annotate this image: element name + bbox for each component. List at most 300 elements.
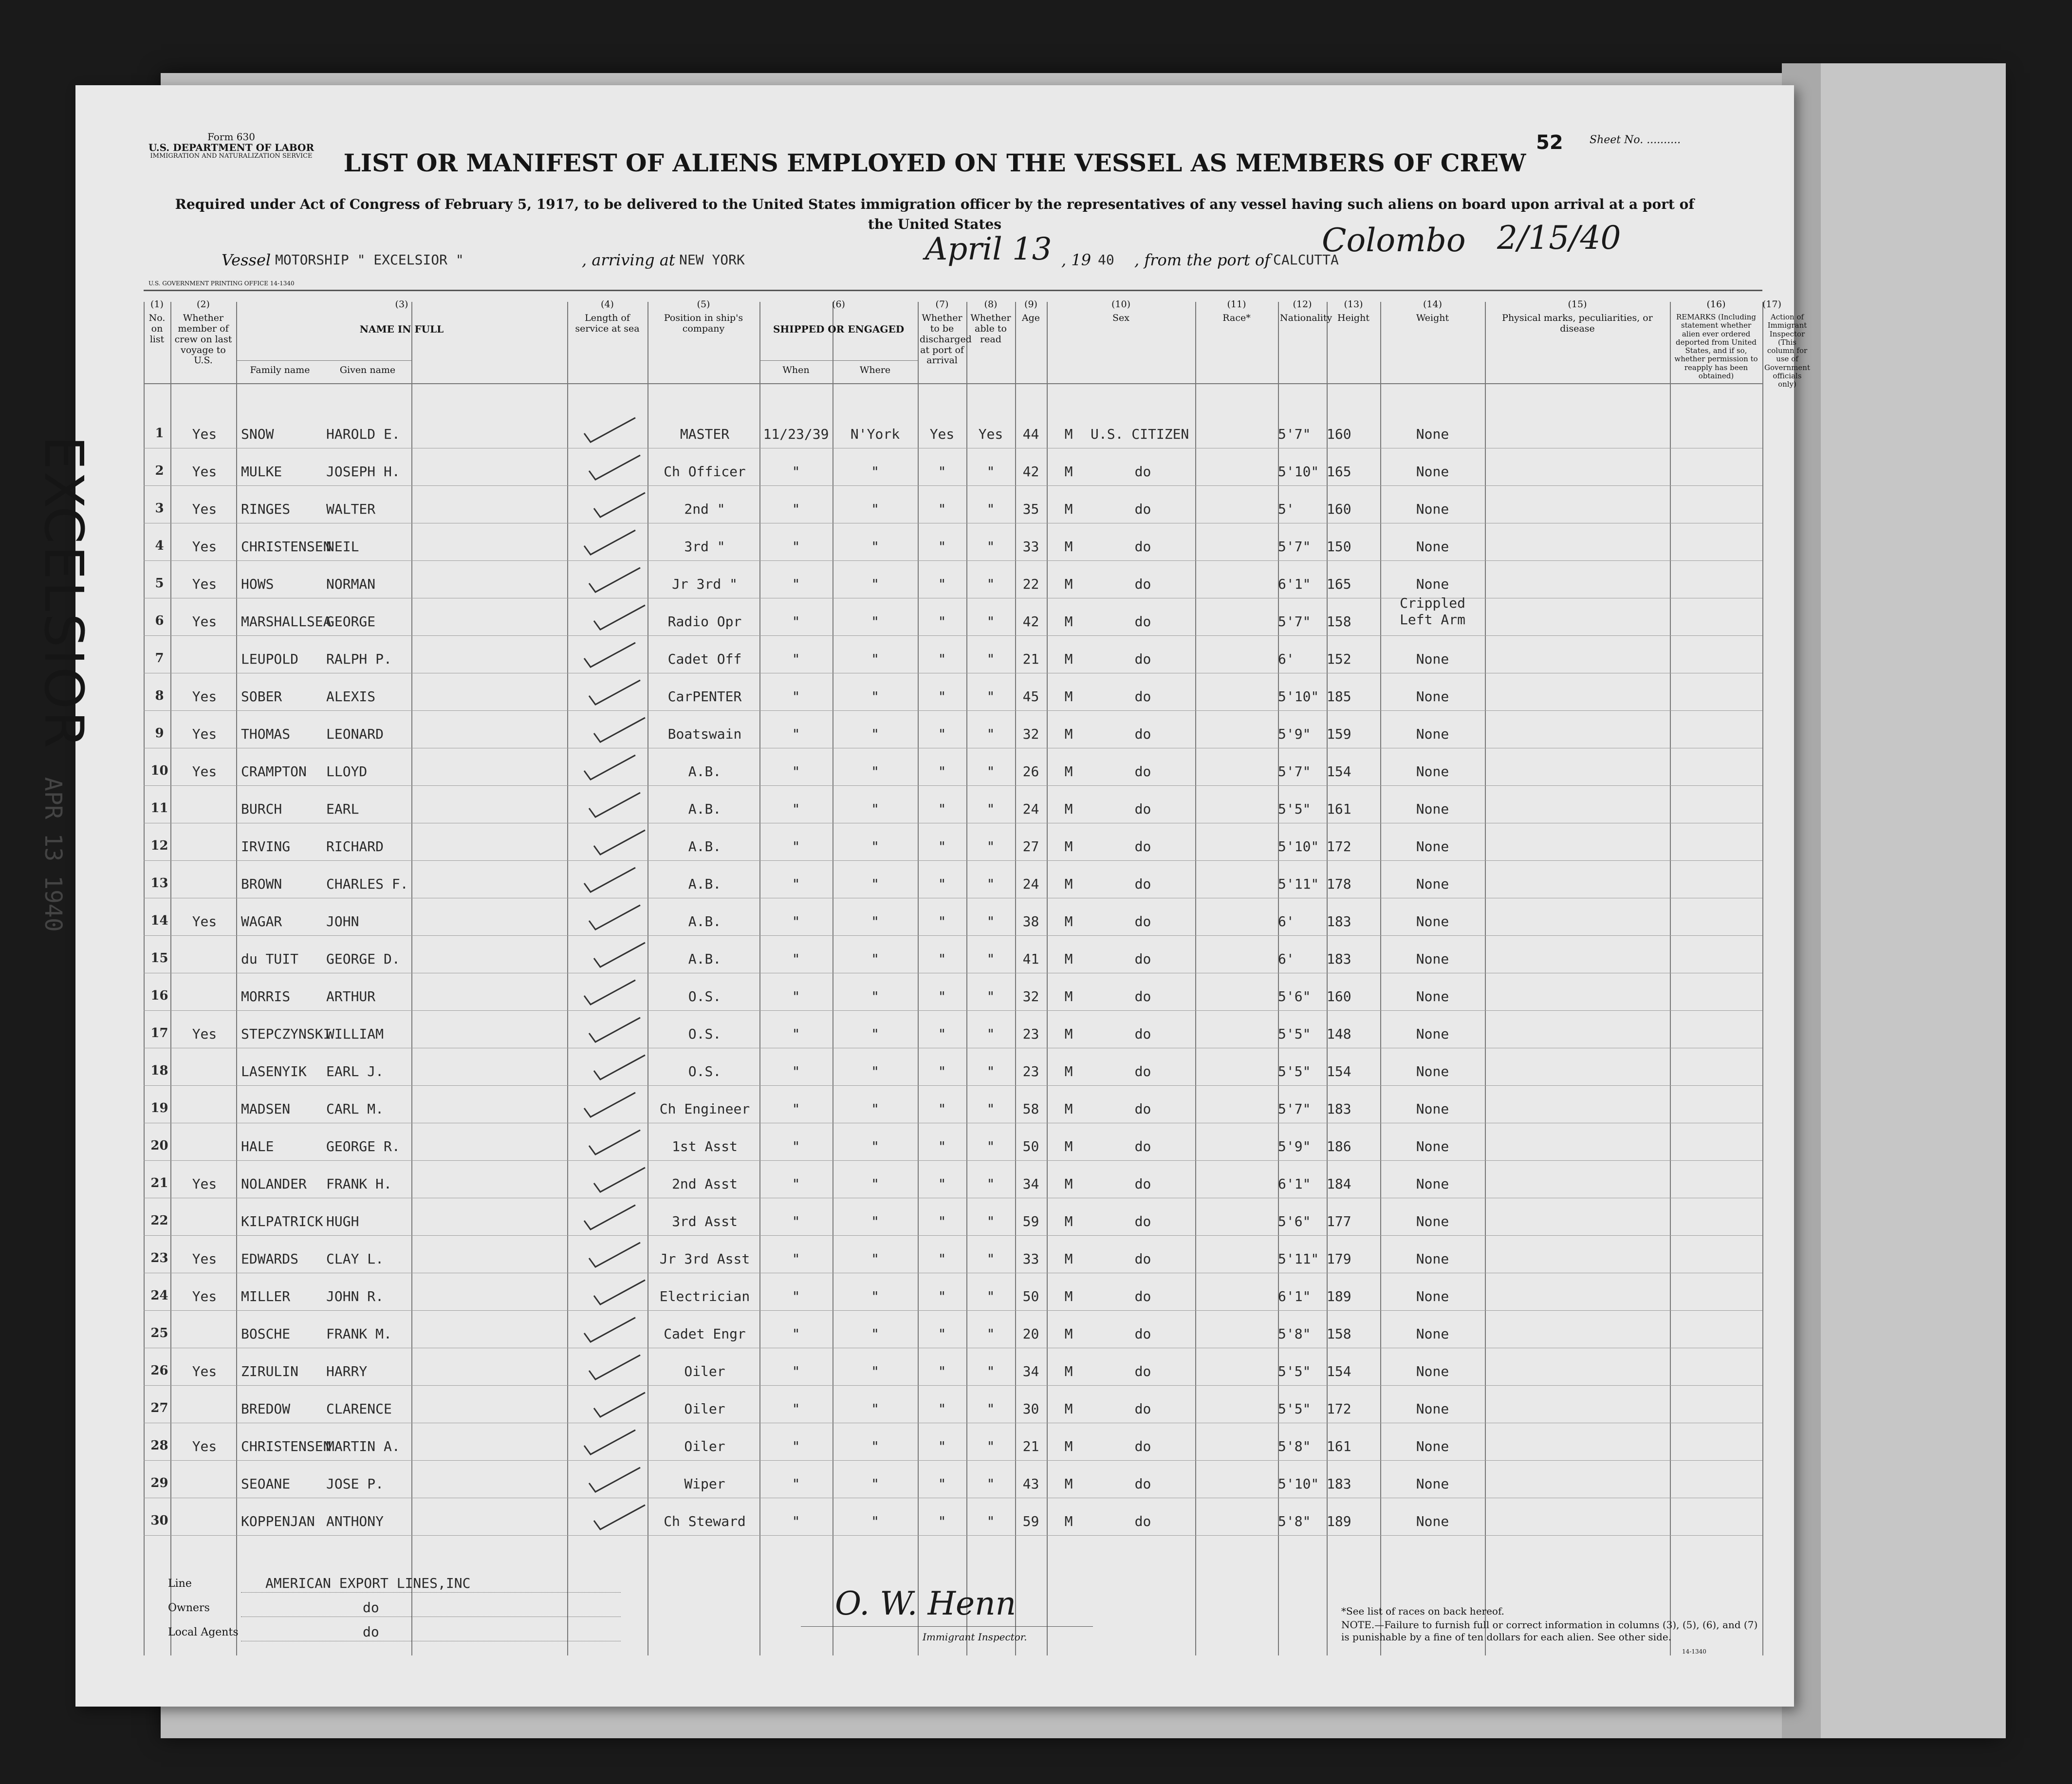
cell-race: do <box>1134 1401 1151 1417</box>
subcolumn-header-when: When <box>782 365 810 375</box>
cell-where: " <box>871 539 879 555</box>
cell-dis: " <box>938 876 946 892</box>
cell-age: 26 <box>1022 763 1039 780</box>
cell-given: WALTER <box>326 501 376 517</box>
owners-value: do <box>363 1599 379 1616</box>
subheader-rule <box>236 360 411 361</box>
cell-given: JOSEPH H. <box>326 464 400 480</box>
cell-wt: 160 <box>1327 501 1351 517</box>
cell-prev: Yes <box>192 576 217 592</box>
cell-sex: M <box>1064 576 1073 592</box>
check-mark-icon <box>592 826 650 860</box>
cell-where: " <box>871 1288 879 1304</box>
check-mark-icon <box>587 901 645 935</box>
cell-read: " <box>986 1176 995 1192</box>
cell-wt: 158 <box>1327 1326 1351 1342</box>
column-rule <box>1195 302 1196 1655</box>
cell-family: du TUIT <box>241 951 299 967</box>
column-number: (7) <box>935 299 949 310</box>
cell-wt: 150 <box>1327 539 1351 555</box>
cell-race: do <box>1134 876 1151 892</box>
cell-wt: 186 <box>1327 1138 1351 1154</box>
cell-sex: M <box>1064 876 1073 892</box>
row-rule <box>144 485 1762 486</box>
cell-ht: 6'1" <box>1278 576 1311 592</box>
cell-ht: 5'6" <box>1278 1213 1311 1229</box>
cell-ht: 6' <box>1278 913 1295 929</box>
cell-race: do <box>1134 1026 1151 1042</box>
check-mark-icon <box>582 526 640 560</box>
cell-given: FRANK M. <box>326 1326 392 1342</box>
cell-sex: M <box>1064 539 1073 555</box>
cell-age: 44 <box>1022 426 1039 442</box>
cell-no: 23 <box>150 1251 168 1265</box>
signature-rule <box>801 1626 1093 1627</box>
cell-dis: " <box>938 539 946 555</box>
column-header: Whether member of crew on last voyage to U.S. <box>174 313 232 366</box>
cell-no: 20 <box>150 1138 168 1153</box>
cell-dis: " <box>938 1213 946 1229</box>
year-label: , 19 <box>1061 251 1092 269</box>
cell-dis: " <box>938 1476 946 1492</box>
cell-pos: Ch Engineer <box>659 1101 750 1117</box>
cell-age: 22 <box>1022 576 1039 592</box>
column-number: (16) <box>1706 299 1726 310</box>
cell-sex: M <box>1064 951 1073 967</box>
cell-age: 32 <box>1022 988 1039 1004</box>
cell-race: do <box>1134 464 1151 480</box>
cell-no: 10 <box>150 763 168 778</box>
manifest-page <box>33 85 1810 1707</box>
cell-given: NEIL <box>326 539 359 555</box>
cell-no: 8 <box>155 688 164 703</box>
cell-where: " <box>871 1326 879 1342</box>
column-header: Race* <box>1222 313 1251 323</box>
cell-where: N'York <box>850 426 900 442</box>
cell-no: 11 <box>150 801 168 816</box>
column-number: (9) <box>1024 299 1037 310</box>
check-mark-icon <box>582 1426 640 1460</box>
cell-given: ARTHUR <box>326 988 376 1004</box>
cell-ht: 5'5" <box>1278 801 1311 817</box>
cell-where: " <box>871 651 879 667</box>
cell-where: " <box>871 1213 879 1229</box>
cell-where: " <box>871 464 879 480</box>
cell-age: 34 <box>1022 1176 1039 1192</box>
cell-given: HAROLD E. <box>326 426 400 442</box>
cell-family: LEUPOLD <box>241 651 299 667</box>
cell-pos: A.B. <box>688 838 722 855</box>
cell-race: do <box>1134 1063 1151 1079</box>
cell-marks: None <box>1416 688 1449 705</box>
column-number: (4) <box>601 299 614 310</box>
cell-when: " <box>792 1363 800 1379</box>
cell-where: " <box>871 763 879 780</box>
cell-race: do <box>1134 913 1151 929</box>
cell-wt: 172 <box>1327 838 1351 855</box>
check-mark-icon <box>587 564 645 598</box>
cell-ht: 5'6" <box>1278 988 1311 1004</box>
cell-race: do <box>1134 1288 1151 1304</box>
cell-race: do <box>1134 1326 1151 1342</box>
column-header: Length of service at sea <box>575 313 640 334</box>
cell-when: " <box>792 988 800 1004</box>
cell-pos: Ch Officer <box>664 464 746 480</box>
cell-wt: 160 <box>1327 426 1351 442</box>
column-number: (2) <box>197 299 210 310</box>
check-mark-icon <box>592 489 650 523</box>
cell-race: do <box>1134 576 1151 592</box>
subcolumn-header-where: Where <box>859 365 891 375</box>
row-rule <box>144 710 1762 711</box>
check-mark-icon <box>592 1276 650 1310</box>
column-number: (12) <box>1293 299 1312 310</box>
cell-read: " <box>986 1063 995 1079</box>
table-top-rule <box>144 290 1762 291</box>
cell-where: " <box>871 688 879 705</box>
check-mark-icon <box>587 1351 645 1385</box>
cell-read: " <box>986 1251 995 1267</box>
cell-when: " <box>792 1176 800 1192</box>
subcolumn-header-family: Family name <box>250 365 310 375</box>
table-header-rule <box>144 383 1762 384</box>
column-number: (17) <box>1762 299 1782 310</box>
check-mark-icon <box>587 1239 645 1273</box>
cell-read: " <box>986 913 995 929</box>
column-rule <box>1762 302 1763 1655</box>
cell-pos: Ch Steward <box>664 1513 746 1529</box>
cell-marks: None <box>1416 763 1449 780</box>
cell-given: EARL <box>326 801 359 817</box>
cell-marks: None <box>1416 426 1449 442</box>
column-rule <box>1485 302 1486 1655</box>
cell-marks: None <box>1416 1138 1449 1154</box>
cell-race: do <box>1134 951 1151 967</box>
column-number: (13) <box>1344 299 1363 310</box>
column-rule <box>144 302 145 1655</box>
arriving-label: , arriving at <box>582 251 675 269</box>
column-rule <box>411 302 412 1655</box>
cell-read: " <box>986 1288 995 1304</box>
inspector-signature: O. W. Henn <box>835 1585 1017 1622</box>
cell-family: STEPCZYNSKI <box>241 1026 332 1042</box>
cell-dis: " <box>938 1401 946 1417</box>
cell-when: " <box>792 576 800 592</box>
cell-ht: 5'7" <box>1278 539 1311 555</box>
cell-wt: 189 <box>1327 1288 1351 1304</box>
cell-read: " <box>986 1326 995 1342</box>
cell-when: " <box>792 838 800 855</box>
cell-age: 45 <box>1022 688 1039 705</box>
cell-wt: 184 <box>1327 1176 1351 1192</box>
cell-read: " <box>986 464 995 480</box>
cell-read: " <box>986 539 995 555</box>
cell-no: 24 <box>150 1288 168 1303</box>
check-mark-icon <box>587 676 645 710</box>
cell-dis: " <box>938 1363 946 1379</box>
cell-wt: 183 <box>1327 1101 1351 1117</box>
cell-age: 43 <box>1022 1476 1039 1492</box>
check-mark-icon <box>587 1126 645 1160</box>
cell-given: FRANK H. <box>326 1176 392 1192</box>
cell-marks: None <box>1416 539 1449 555</box>
cell-read: " <box>986 726 995 742</box>
cell-age: 50 <box>1022 1138 1039 1154</box>
cell-family: CRAMPTON <box>241 763 307 780</box>
cell-given: CARL M. <box>326 1101 384 1117</box>
cell-no: 12 <box>150 838 168 853</box>
cell-marks: None <box>1416 801 1449 817</box>
cell-marks: None <box>1416 1476 1449 1492</box>
cell-race: do <box>1134 539 1151 555</box>
cell-race: do <box>1134 838 1151 855</box>
cell-age: 38 <box>1022 913 1039 929</box>
check-mark-icon <box>582 639 640 673</box>
cell-age: 27 <box>1022 838 1039 855</box>
cell-sex: M <box>1064 1138 1073 1154</box>
column-number: (11) <box>1227 299 1246 310</box>
column-number: (6) <box>832 299 845 310</box>
cell-when: 11/23/39 <box>763 426 829 442</box>
cell-family: CHRISTENSEN <box>241 1438 332 1454</box>
cell-read: " <box>986 801 995 817</box>
cell-ht: 5'8" <box>1278 1438 1311 1454</box>
check-mark-icon <box>582 1089 640 1123</box>
check-mark-icon <box>582 976 640 1010</box>
row-rule <box>144 635 1762 636</box>
cell-marks: None <box>1416 501 1449 517</box>
cell-pos: O.S. <box>688 1063 722 1079</box>
column-header: SHIPPED OR ENGAGED <box>773 323 905 335</box>
check-mark-icon <box>587 789 645 823</box>
cell-family: KILPATRICK <box>241 1213 323 1229</box>
cell-where: " <box>871 726 879 742</box>
column-header: Whether able to read <box>970 313 1011 345</box>
cell-dis: " <box>938 464 946 480</box>
column-number: (3) <box>395 299 408 310</box>
line-value: AMERICAN EXPORT LINES,INC <box>265 1575 471 1591</box>
cell-pos: Oiler <box>684 1401 725 1417</box>
cell-where: " <box>871 913 879 929</box>
cell-prev: Yes <box>192 501 217 517</box>
cell-pos: CarPENTER <box>667 688 742 705</box>
cell-wt: 172 <box>1327 1401 1351 1417</box>
cell-sex: M <box>1064 726 1073 742</box>
cell-where: " <box>871 1401 879 1417</box>
cell-ht: 5'5" <box>1278 1063 1311 1079</box>
column-header: Weight <box>1416 313 1449 323</box>
cell-family: KOPPENJAN <box>241 1513 315 1529</box>
cell-pos: 1st Asst <box>672 1138 738 1154</box>
cell-wt: 185 <box>1327 688 1351 705</box>
cell-ht: 5'11" <box>1278 1251 1319 1267</box>
row-rule <box>144 1085 1762 1086</box>
cell-ht: 5'8" <box>1278 1326 1311 1342</box>
vessel-label: Vessel <box>222 251 271 269</box>
cell-read: " <box>986 651 995 667</box>
cell-dis: " <box>938 726 946 742</box>
cell-where: " <box>871 876 879 892</box>
cell-sex: M <box>1064 1513 1073 1529</box>
cell-marks: None <box>1416 1288 1449 1304</box>
cell-marks: None <box>1416 838 1449 855</box>
cell-wt: 179 <box>1327 1251 1351 1267</box>
cell-age: 24 <box>1022 801 1039 817</box>
row-rule <box>144 860 1762 861</box>
cell-wt: 161 <box>1327 801 1351 817</box>
cell-sex: M <box>1064 1326 1073 1342</box>
cell-family: SOBER <box>241 688 282 705</box>
cell-wt: 159 <box>1327 726 1351 742</box>
cell-where: " <box>871 1176 879 1192</box>
column-number: (14) <box>1423 299 1442 310</box>
cell-sex: M <box>1064 613 1073 630</box>
cell-race: do <box>1134 1513 1151 1529</box>
cell-prev: Yes <box>192 1251 217 1267</box>
cell-family: SEOANE <box>241 1476 291 1492</box>
cell-pos: Electrician <box>659 1288 750 1304</box>
cell-race: do <box>1134 1213 1151 1229</box>
attached-strip <box>1782 63 2006 1738</box>
cell-pos: O.S. <box>688 988 722 1004</box>
cell-sex: M <box>1064 1438 1073 1454</box>
cell-age: 23 <box>1022 1063 1039 1079</box>
cell-no: 17 <box>150 1026 168 1041</box>
cell-pos: A.B. <box>688 913 722 929</box>
column-rule <box>567 302 568 1655</box>
cell-ht: 6'1" <box>1278 1176 1311 1192</box>
cell-wt: 152 <box>1327 651 1351 667</box>
cell-dis: " <box>938 1026 946 1042</box>
cell-when: " <box>792 913 800 929</box>
cell-where: " <box>871 1063 879 1079</box>
cell-when: " <box>792 651 800 667</box>
cell-read: " <box>986 576 995 592</box>
cell-ht: 5'10" <box>1278 464 1319 480</box>
cell-race: do <box>1134 1101 1151 1117</box>
cell-where: " <box>871 1363 879 1379</box>
cell-no: 6 <box>155 613 164 628</box>
row-rule <box>144 1010 1762 1011</box>
line-label: Line <box>168 1578 192 1590</box>
check-mark-icon <box>587 1014 645 1048</box>
cell-age: 33 <box>1022 539 1039 555</box>
cell-given: RALPH P. <box>326 651 392 667</box>
column-rule <box>1670 302 1671 1655</box>
cell-marks: None <box>1416 576 1449 592</box>
cell-family: BREDOW <box>241 1401 291 1417</box>
fine-note: NOTE.—Failure to furnish full or correct information in columns (3), (5), (6), and (7) is punishable by a fine of ten dollars for each alien. See other side. <box>1341 1619 1758 1643</box>
cell-family: MARSHALLSEA <box>241 613 332 630</box>
cell-marks: None <box>1416 1251 1449 1267</box>
cell-dis: " <box>938 988 946 1004</box>
row-rule <box>144 1310 1762 1311</box>
cell-prev: Yes <box>192 688 217 705</box>
cell-read: " <box>986 1513 995 1529</box>
cell-no: 29 <box>150 1476 168 1490</box>
cell-read: " <box>986 688 995 705</box>
cell-age: 42 <box>1022 464 1039 480</box>
cell-no: 27 <box>150 1401 168 1415</box>
cell-dis: " <box>938 763 946 780</box>
cell-no: 4 <box>155 539 164 553</box>
cell-sex: M <box>1064 426 1073 442</box>
cell-marks: None <box>1416 1438 1449 1454</box>
cell-marks: None <box>1416 1326 1449 1342</box>
column-header: No. on list <box>148 313 166 345</box>
cell-marks: None <box>1416 464 1449 480</box>
cell-sex: M <box>1064 501 1073 517</box>
cell-read: " <box>986 763 995 780</box>
cell-dis: " <box>938 1288 946 1304</box>
cell-read: " <box>986 1363 995 1379</box>
cell-where: " <box>871 1476 879 1492</box>
cell-race: do <box>1134 1138 1151 1154</box>
cell-race: do <box>1134 501 1151 517</box>
cell-prev: Yes <box>192 913 217 929</box>
arrival-date: April 13 <box>925 231 1052 267</box>
cell-given: NORMAN <box>326 576 376 592</box>
departure-port-handwritten: Colombo <box>1322 222 1466 259</box>
form-code: 14-1340 <box>1682 1648 1706 1655</box>
cell-marks: None <box>1416 726 1449 742</box>
cell-ht: 5' <box>1278 501 1295 517</box>
cell-family: HOWS <box>241 576 274 592</box>
column-number: (15) <box>1568 299 1587 310</box>
cell-family: MULKE <box>241 464 282 480</box>
cell-marks: None <box>1416 1101 1449 1117</box>
cell-marks: None <box>1416 876 1449 892</box>
cell-dis: Yes <box>929 426 955 442</box>
cell-sex: M <box>1064 1101 1073 1117</box>
cell-sex: M <box>1064 1288 1073 1304</box>
cell-sex: M <box>1064 1213 1073 1229</box>
cell-prev: Yes <box>192 763 217 780</box>
cell-sex: M <box>1064 1363 1073 1379</box>
sheet-no-label: Sheet No. .......... <box>1590 134 1681 146</box>
cell-dis: " <box>938 1251 946 1267</box>
page-subtitle: Required under Act of Congress of February 5, 1917, to be delivered to the United States immigration officer by the representatives of any vessel having such aliens on board upon arrival at a port of the United States <box>175 196 1695 232</box>
cell-pos: 3rd " <box>684 539 725 555</box>
cell-when: " <box>792 501 800 517</box>
cell-dis: " <box>938 913 946 929</box>
check-mark-icon <box>592 1164 650 1198</box>
cell-ht: 5'10" <box>1278 688 1319 705</box>
cell-no: 16 <box>150 988 168 1003</box>
cell-when: " <box>792 876 800 892</box>
cell-sex: M <box>1064 763 1073 780</box>
cell-wt: 183 <box>1327 951 1351 967</box>
cell-family: EDWARDS <box>241 1251 299 1267</box>
cell-given: WILLIAM <box>326 1026 384 1042</box>
cell-when: " <box>792 726 800 742</box>
cell-read: " <box>986 1401 995 1417</box>
agents-value: do <box>363 1624 379 1640</box>
cell-race: do <box>1134 763 1151 780</box>
cell-given: HUGH <box>326 1213 359 1229</box>
column-header: Physical marks, peculiarities, or disease <box>1502 313 1653 334</box>
cell-pos: Cadet Off <box>667 651 742 667</box>
cell-when: " <box>792 539 800 555</box>
cell-dis: " <box>938 951 946 967</box>
cell-age: 59 <box>1022 1213 1039 1229</box>
cell-given: GEORGE D. <box>326 951 400 967</box>
cell-read: " <box>986 1213 995 1229</box>
cell-sex: M <box>1064 801 1073 817</box>
cell-ht: 5'7" <box>1278 613 1311 630</box>
cell-read: " <box>986 1026 995 1042</box>
cell-no: 9 <box>155 726 164 741</box>
